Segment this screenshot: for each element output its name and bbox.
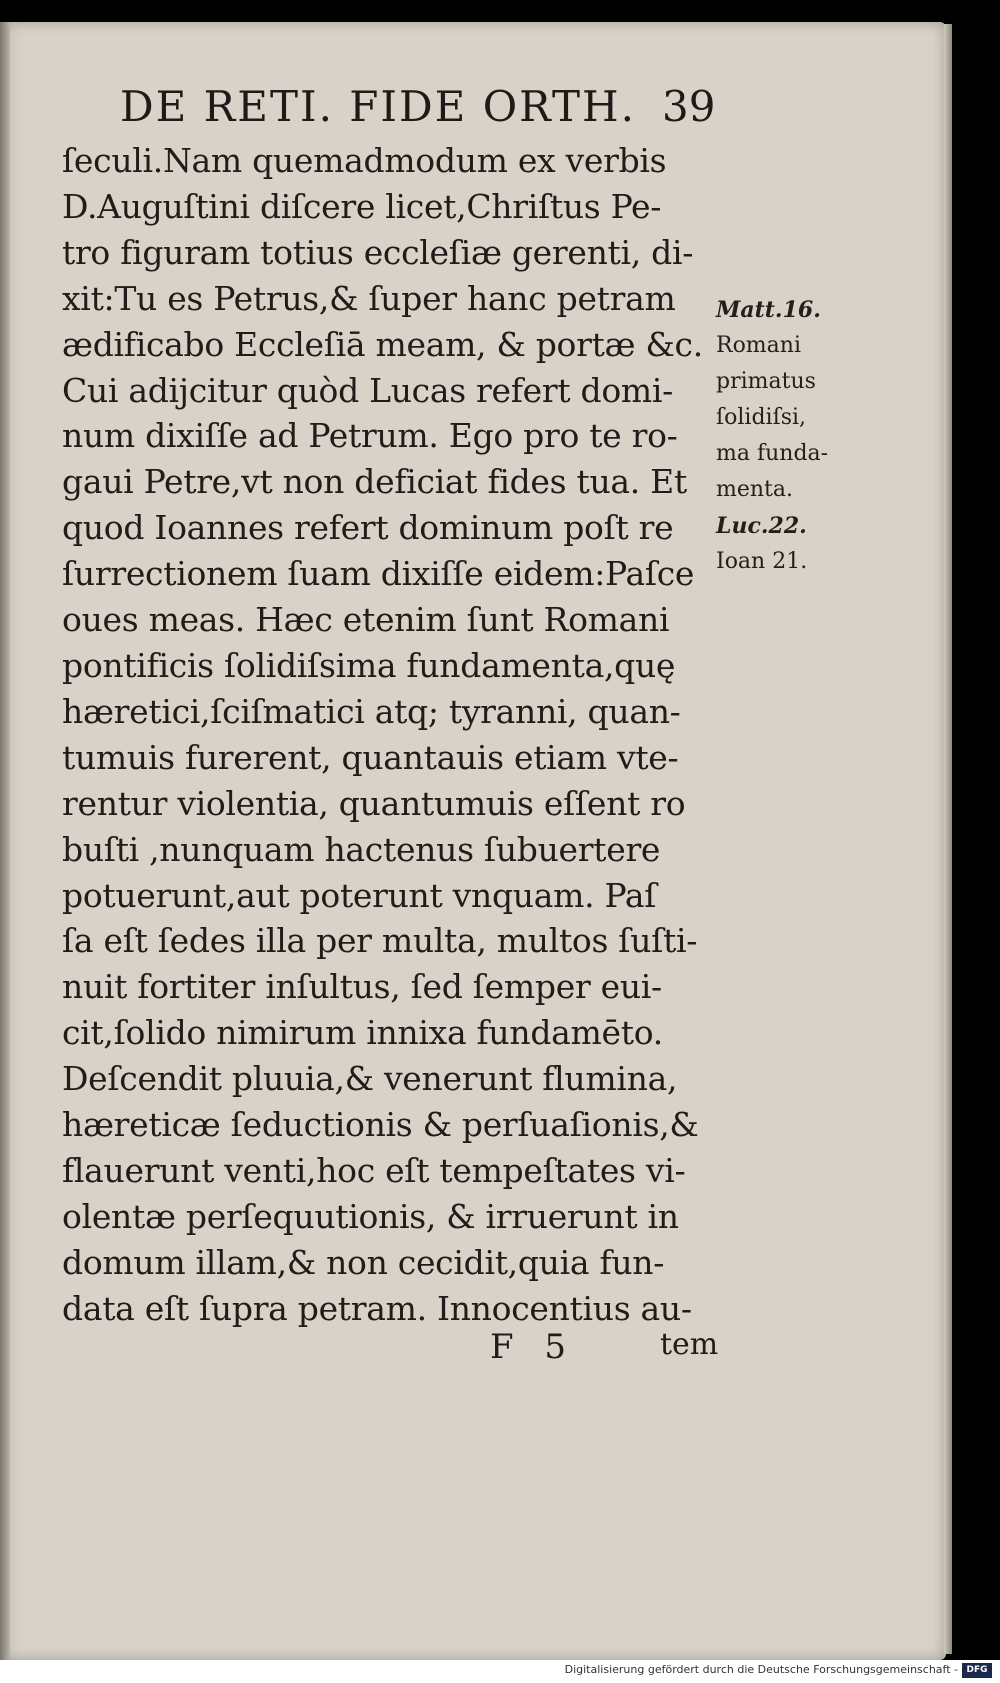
text-line: quod Ioannes refert dominum poſt re <box>62 508 674 548</box>
dfg-logo: DFG <box>962 1663 992 1678</box>
running-head: DE RETI. FIDE ORTH. <box>120 82 636 131</box>
text-line: ædificabo Eccleſiā meam, & portæ &c. <box>62 324 703 364</box>
text-line: xit:Tu es Petrus,& ſuper hanc petram <box>62 278 676 318</box>
marginal-note: primatus <box>716 369 816 394</box>
page-edge <box>944 24 952 1654</box>
marginal-notes <box>716 292 856 580</box>
text-line: olentæ perſequutionis, & irruerunt in <box>62 1196 679 1236</box>
text-line: D.Auguſtini diſcere licet,Chriſtus Pe- <box>62 186 662 226</box>
text-line: potuerunt,aut poterunt vnquam. Paſ <box>62 875 657 915</box>
text-line: pontificis ſolidiſsima fundamenta,quę <box>62 645 676 685</box>
digitization-footer <box>0 1660 1000 1683</box>
text-line: domum illam,& non cecidit,quia fun- <box>62 1242 665 1282</box>
text-line: rentur violentia, quantumuis eſſent ro <box>62 783 686 823</box>
text-line: Cui adijcitur quòd Lucas refert domi- <box>62 370 674 410</box>
text-line: cit,ſolido nimirum innixa fundamēto. <box>62 1013 663 1053</box>
text-line: data eſt ſupra petram. Innocentius au- <box>62 1288 692 1328</box>
text-line: oues meas. Hæc etenim ſunt Romani <box>62 600 670 640</box>
signature-mark: F 5 <box>490 1327 577 1367</box>
text-line: ſa eſt ſedes illa per multa, multos ſuſti- <box>62 921 698 961</box>
text-line: buſti ,nunquam hactenus ſubuertere <box>62 829 661 869</box>
page-number: 39 <box>662 82 716 131</box>
text-line: Deſcendit pluuia,& venerunt flumina, <box>62 1059 678 1099</box>
marginal-note: Matt.16. <box>716 297 821 323</box>
text-line: flauerunt venti,hoc eſt tempeſtates vi- <box>62 1150 686 1190</box>
text-line: tro figuram totius eccleſiæ gerenti, di- <box>62 232 694 272</box>
text-line: hæretici,ſciſmatici atq; tyranni, quan- <box>62 691 681 731</box>
text-line: gaui Petre,vt non deficiat fides tua. Et <box>62 462 687 502</box>
text-line: nuit fortiter inſultus, ſed ſemper eui- <box>62 967 662 1007</box>
marginal-note: Romani <box>716 333 801 358</box>
catchword: tem <box>660 1327 719 1362</box>
text-line: ſeculi.Nam quemadmodum ex verbis <box>62 141 667 180</box>
marginal-note: Luc.22. <box>716 513 807 539</box>
marginal-note: ma funda- <box>716 441 829 466</box>
marginal-note: Ioan 21. <box>716 549 808 574</box>
text-line: ſurrectionem ſuam dixiſſe eidem:Paſce <box>62 554 695 594</box>
marginal-note: menta. <box>716 477 793 502</box>
body-text <box>62 138 732 1332</box>
text-line: tumuis furerent, quantauis etiam vte- <box>62 737 679 777</box>
page-gutter <box>0 22 10 1660</box>
marginal-note: ſolidiſsi, <box>716 405 807 430</box>
digitization-credit: Digitalisierung gefördert durch die Deutsche Forschungsgemeinschaft - <box>564 1663 958 1676</box>
text-line: hæreticæ ſeductionis & perſuaſionis,& <box>62 1105 699 1145</box>
text-line: num dixiſſe ad Petrum. Ego pro te ro- <box>62 416 678 456</box>
